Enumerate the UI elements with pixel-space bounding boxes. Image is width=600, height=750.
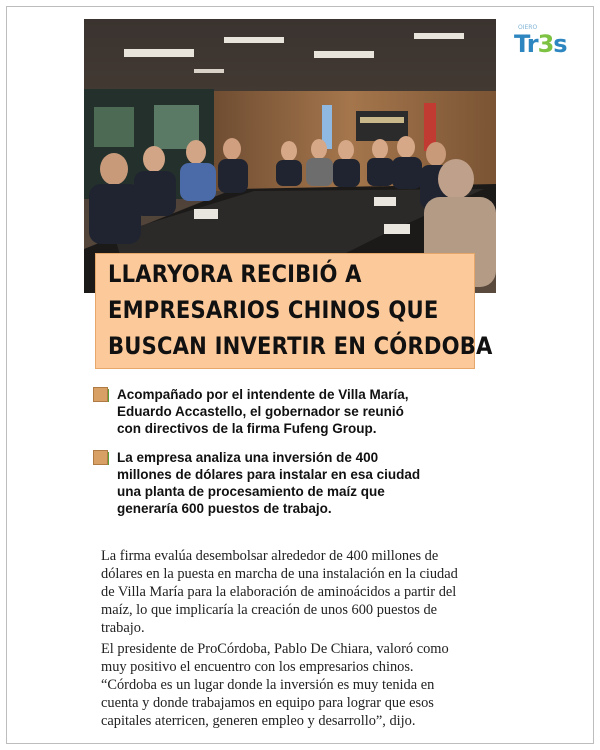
headline-line-2: EMPRESARIOS CHINOS QUE: [108, 296, 439, 324]
bullet-marker-icon: [92, 449, 112, 469]
headline-line-3: BUSCAN INVERTIR EN CÓRDOBA: [108, 332, 493, 360]
body-paragraph-2: El presidente de ProCórdoba, Pablo De Chiara, valoró como muy positivo el encuentro con los empresarios chinos. “Córdoba es un lugar donde la inversión es muy tenida en cuenta y donde trabajamos en equipo para lograr que esos capitales aterricen, generen empleo y desarrollo”, dijo.: [101, 641, 449, 729]
headline-line-1: LLARYORA RECIBIÓ A: [108, 260, 362, 288]
brand-small-text: OIERO: [518, 24, 538, 31]
headline-box: [95, 253, 493, 369]
bullet-text-2: La empresa analiza una inversión de 400 millones de dólares para instalar en esa ciudad una planta de procesamiento de maíz que generaría 600 puestos de trabajo.: [117, 450, 421, 516]
brand-logo: [514, 24, 574, 60]
body-paragraph-1: La firma evalúa desembolsar alrededor de 400 millones de dólares en la puesta en marcha de una instalación en la ciudad de Villa María para la elaboración de aminoácidos a partir del maíz, lo que implicaría la creación de unos 600 puestos de trabajo.: [101, 548, 458, 636]
bullet-marker-icon: [92, 386, 112, 406]
bullet-text-1: Acompañado por el intendente de Villa María, Eduardo Accastello, el gobernador se reunió con directivos de la firma Fufeng Group.: [117, 387, 409, 436]
meeting-photo: [84, 19, 496, 293]
brand-logo-mark: Tr3s: [514, 30, 567, 58]
